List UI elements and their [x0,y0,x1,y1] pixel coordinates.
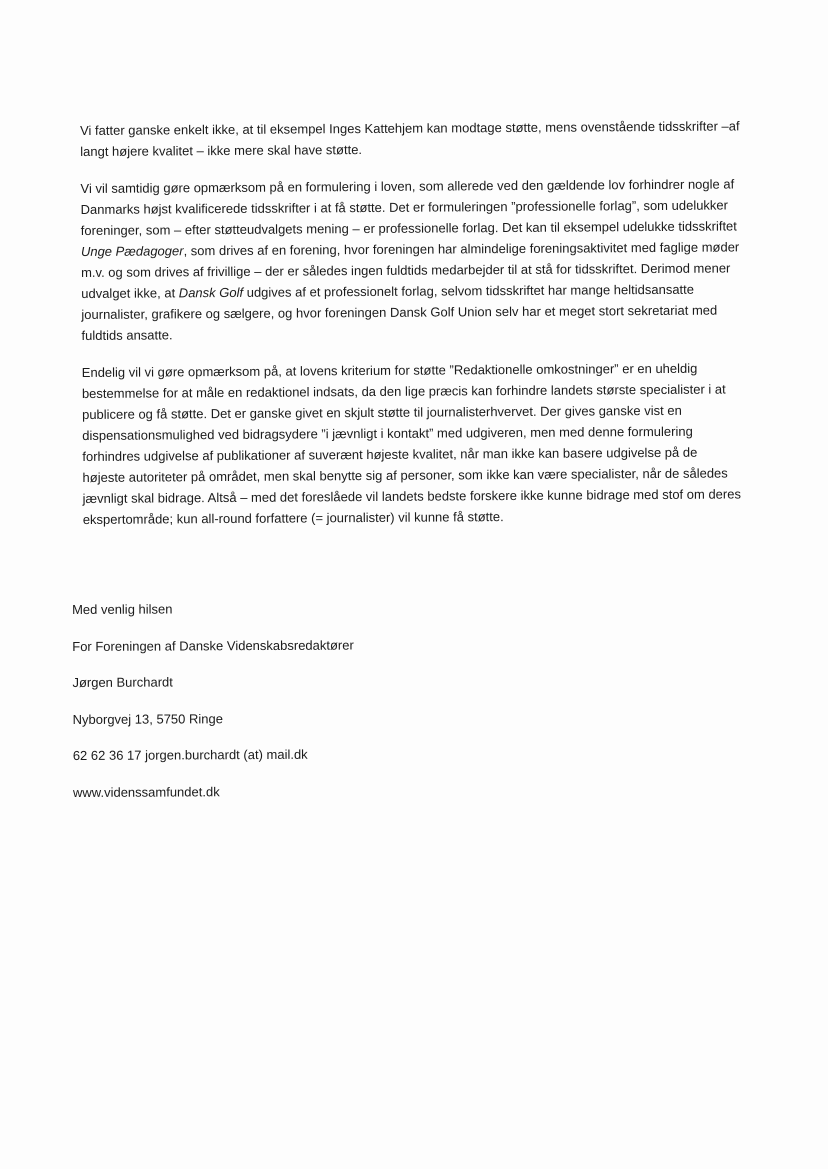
paragraph-2 [80,173,741,346]
journal-title-dansk-golf: Dansk Golf [178,284,244,301]
organization: For Foreningen af Danske Videnskabsredaktører [72,637,354,654]
paragraph-1: Vi fatter ganske enkelt ikke, at til eksempel Inges Kattehjem kan modtage støtte, mens ovenstående tidsskrifter –af langt højere kvalitet – ikke mere skal have støtte. [80,118,740,159]
signature-block [72,600,473,821]
contact-info: 62 62 36 17 jorgen.burchardt (at) mail.dk [72,746,308,763]
address: Nyborgvej 13, 5750 Ringe [72,710,223,727]
paragraph-2-text-2: , som drives af en forening, hvor foreningen har almindelige foreningsaktivitet med faglige møder m.v. og som drives af frivillige – der er således ingen fuldtids medarbejder til at stå for tidsskriftet. Derimod mener udvalget ikke, at [81,239,740,301]
paragraph-3: Endelig vil vi gøre opmærksom på, at lovens kriterium for støtte ”Redaktionelle omkostninger” er en uheldig bestemmelse for at måle en redaktionel indsats, da den lige præcis kan forhindre landets største specialister i at publicere og få støtte. Det er ganske givet en skjult støtte til journalisterhvervet. Der gives ganske vist en dispensationsmulighed ved bidragsydere ”i jævnligt i kontakt” med udgiveren, men med denne formulering forhindres udgivelse af publikationer af suverænt højeste kvalitet, når man ikke kan basere udgivelse på de højeste autoriteter på området, men skal benytte sig af personer, som ikke kan være specialister, når de således jævnligt skal bidrage. Altså – med det foreslåede vil landets bedste forskere ikke kunne bidrage med stof om deres ekspertområde; kun all-round forfattere (= journalister) vil kunne få støtte. [81,360,741,527]
letter-body [80,115,743,546]
journal-title-unge-paedagoger: Unge Pædagoger [80,243,184,259]
greeting: Med venlig hilsen [72,601,173,617]
signer-name: Jørgen Burchardt [72,674,173,690]
website: www.videnssamfundet.dk [72,783,220,800]
paragraph-2-text-3: udgives af et professionelt forlag, selvom tidsskriftet har mange heltidsansatte journalister, grafikere og sælgere, og hvor foreningen Dansk Golf Union selv har et meget stort sekretariat med fuldtids ansatte. [81,281,718,343]
paragraph-2-text-1: Vi vil samtidig gøre opmærksom på en formulering i loven, som allerede ved den gældende lov forhindrer nogle af Danmarks højst kvalificerede tidsskrifter i at få støtte. Det er formuleringen ”professionelle forlag”, som udelukker foreninger, som – efter støtteudvalgets mening – er professionelle forlag. Det kan til eksempel udelukke tidsskriftet [80,176,737,238]
